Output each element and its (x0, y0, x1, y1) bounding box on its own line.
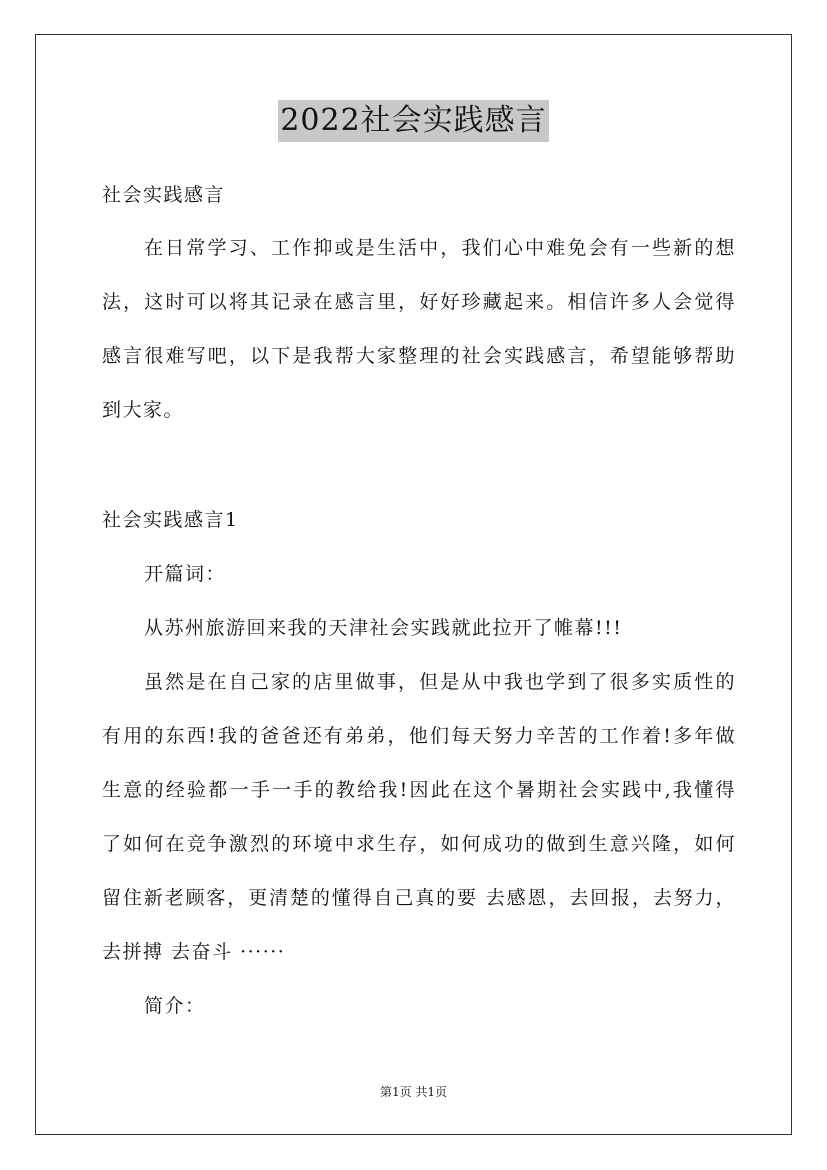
document-title: 2022社会实践感言 (278, 100, 548, 142)
subtitle: 社会实践感言 (102, 184, 226, 206)
intro-line-2: 法，这时可以将其记录在感言里，好好珍藏起来。相信许多人会觉得 (102, 291, 736, 313)
opening-line: 从苏州旅游回来我的天津社会实践就此拉开了帷幕!!! (144, 617, 623, 639)
body-line-1: 虽然是在自己家的店里做事，但是从中我也学到了很多实质性的 (144, 671, 736, 693)
body-line-6: 去拼搏 去奋斗 ······ (102, 941, 286, 963)
page-number: 第1页 共1页 (379, 1085, 448, 1099)
intro-line-4: 到大家。 (102, 399, 185, 421)
title-container (0, 100, 827, 142)
intro-line-3: 感言很难写吧，以下是我帮大家整理的社会实践感言，希望能够帮助 (102, 345, 736, 367)
body-line-2: 有用的东西!我的爸爸还有弟弟，他们每天努力辛苦的工作着!多年做 (102, 725, 736, 747)
body-line-5: 留住新老顾客，更清楚的懂得自己真的要 去感恩，去回报，去努力， (102, 887, 736, 909)
body-line-4: 了如何在竞争激烈的环境中求生存，如何成功的做到生意兴隆，如何 (102, 833, 736, 855)
intro-line-1: 在日常学习、工作抑或是生活中，我们心中难免会有一些新的想 (144, 237, 736, 259)
opening-label: 开篇词： (144, 563, 227, 585)
body-line-3: 生意的经验都一手一手的教给我!因此在这个暑期社会实践中,我懂得 (102, 779, 736, 801)
intro-label: 简介： (144, 995, 206, 1017)
section-heading: 社会实践感言1 (102, 509, 239, 531)
